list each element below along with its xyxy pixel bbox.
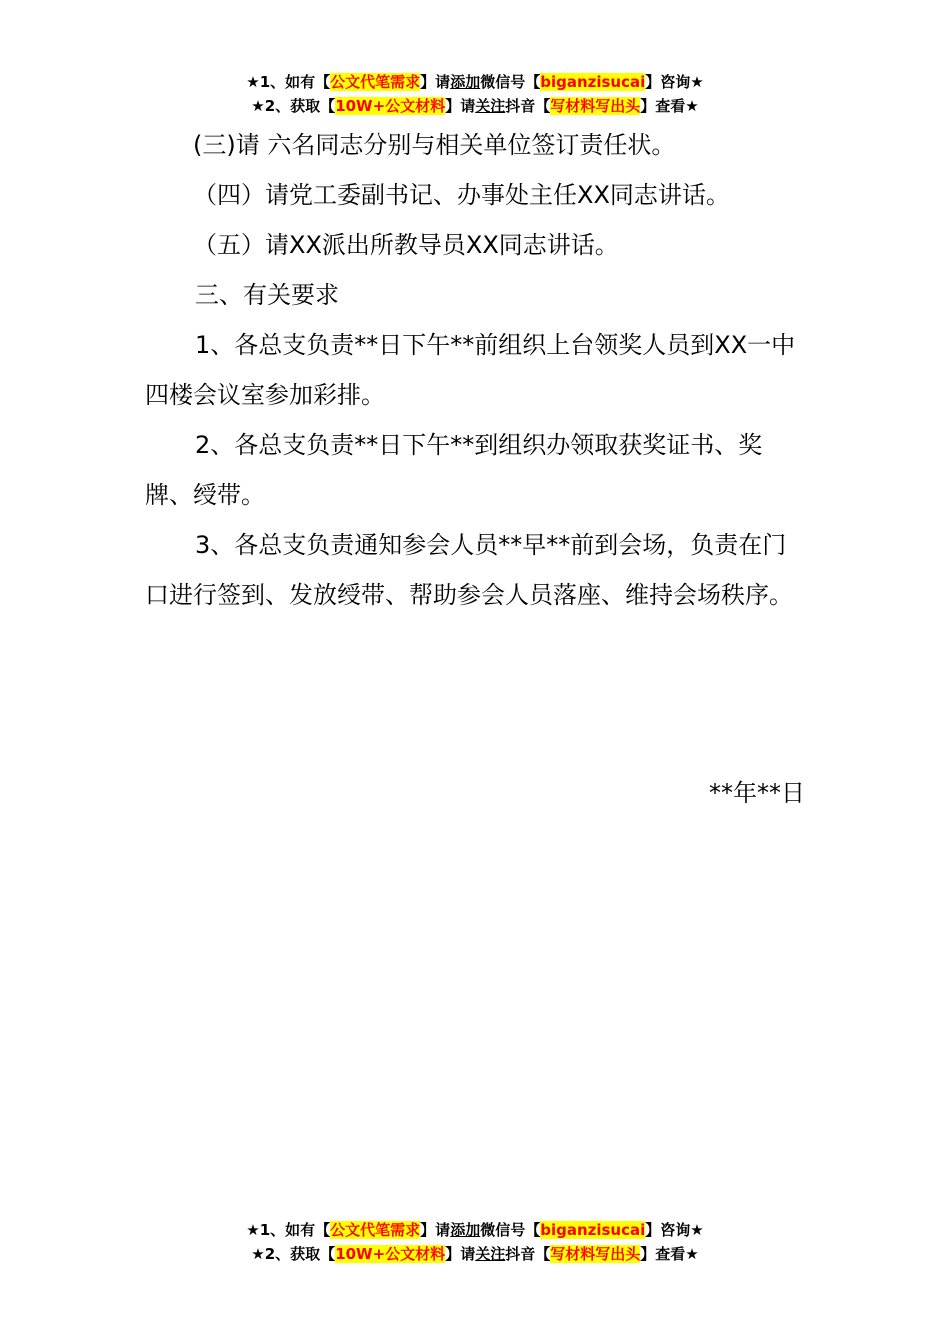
banner-text: 】咨询★ — [645, 73, 704, 91]
document-body — [145, 120, 805, 620]
requirement-2: 2、各总支负责**日下午**到组织办领取获奖证书、奖牌、绶带。 — [145, 431, 763, 509]
banner-text: 抖音【 — [505, 97, 551, 115]
banner-emphasis: 添加 — [450, 73, 481, 91]
requirement-3: 3、各总支负责通知参会人员**早**前到会场，负责在门口进行签到、发放绶带、帮助参会人员落座、维持会场秩序。 — [145, 531, 793, 609]
paragraph-item-3: (三)请 六名同志分别与相关单位签订责任状。 — [193, 131, 676, 159]
highlight-douyin: 写材料写出头 — [550, 1245, 641, 1263]
banner-text: ★2、获取【 — [251, 1245, 336, 1263]
banner-text: 】咨询★ — [645, 1221, 704, 1239]
banner-text: ★2、获取【 — [251, 97, 336, 115]
banner-line-1 — [0, 1218, 950, 1242]
requirement-1: 1、各总支负责**日下午**前组织上台领奖人员到XX一中四楼会议室参加彩排。 — [145, 331, 796, 409]
highlight-materials: 10W+公文材料 — [335, 97, 446, 115]
banner-text: 】查看★ — [640, 1245, 699, 1263]
banner-text: 】请 — [445, 97, 476, 115]
banner-text: 微信号【 — [480, 1221, 541, 1239]
banner-text: 】请 — [420, 1221, 451, 1239]
banner-emphasis: 关注 — [475, 1245, 506, 1263]
highlight-ghostwriting: 公文代笔需求 — [330, 73, 421, 91]
banner-text: ★1、如有【 — [246, 73, 331, 91]
banner-line-1 — [0, 70, 950, 94]
banner-text: 】查看★ — [640, 97, 699, 115]
banner-line-2 — [0, 1242, 950, 1266]
header-banner — [0, 70, 950, 118]
banner-text: 】请 — [420, 73, 451, 91]
banner-text: 抖音【 — [505, 1245, 551, 1263]
banner-emphasis: 添加 — [450, 1221, 481, 1239]
highlight-wechat-id: biganzisucai — [540, 1221, 646, 1239]
section-heading-requirements: 三、有关要求 — [195, 281, 339, 309]
banner-text: 】请 — [445, 1245, 476, 1263]
banner-line-2 — [0, 94, 950, 118]
highlight-materials: 10W+公文材料 — [335, 1245, 446, 1263]
highlight-douyin: 写材料写出头 — [550, 97, 641, 115]
banner-text: ★1、如有【 — [246, 1221, 331, 1239]
highlight-ghostwriting: 公文代笔需求 — [330, 1221, 421, 1239]
banner-text: 微信号【 — [480, 73, 541, 91]
paragraph-item-5: （五）请XX派出所教导员XX同志讲话。 — [193, 231, 619, 259]
paragraph-item-4: （四）请党工委副书记、办事处主任XX同志讲话。 — [193, 181, 730, 209]
banner-emphasis: 关注 — [475, 97, 506, 115]
document-date: **年**日 — [709, 779, 805, 807]
footer-banner — [0, 1218, 950, 1266]
highlight-wechat-id: biganzisucai — [540, 73, 646, 91]
